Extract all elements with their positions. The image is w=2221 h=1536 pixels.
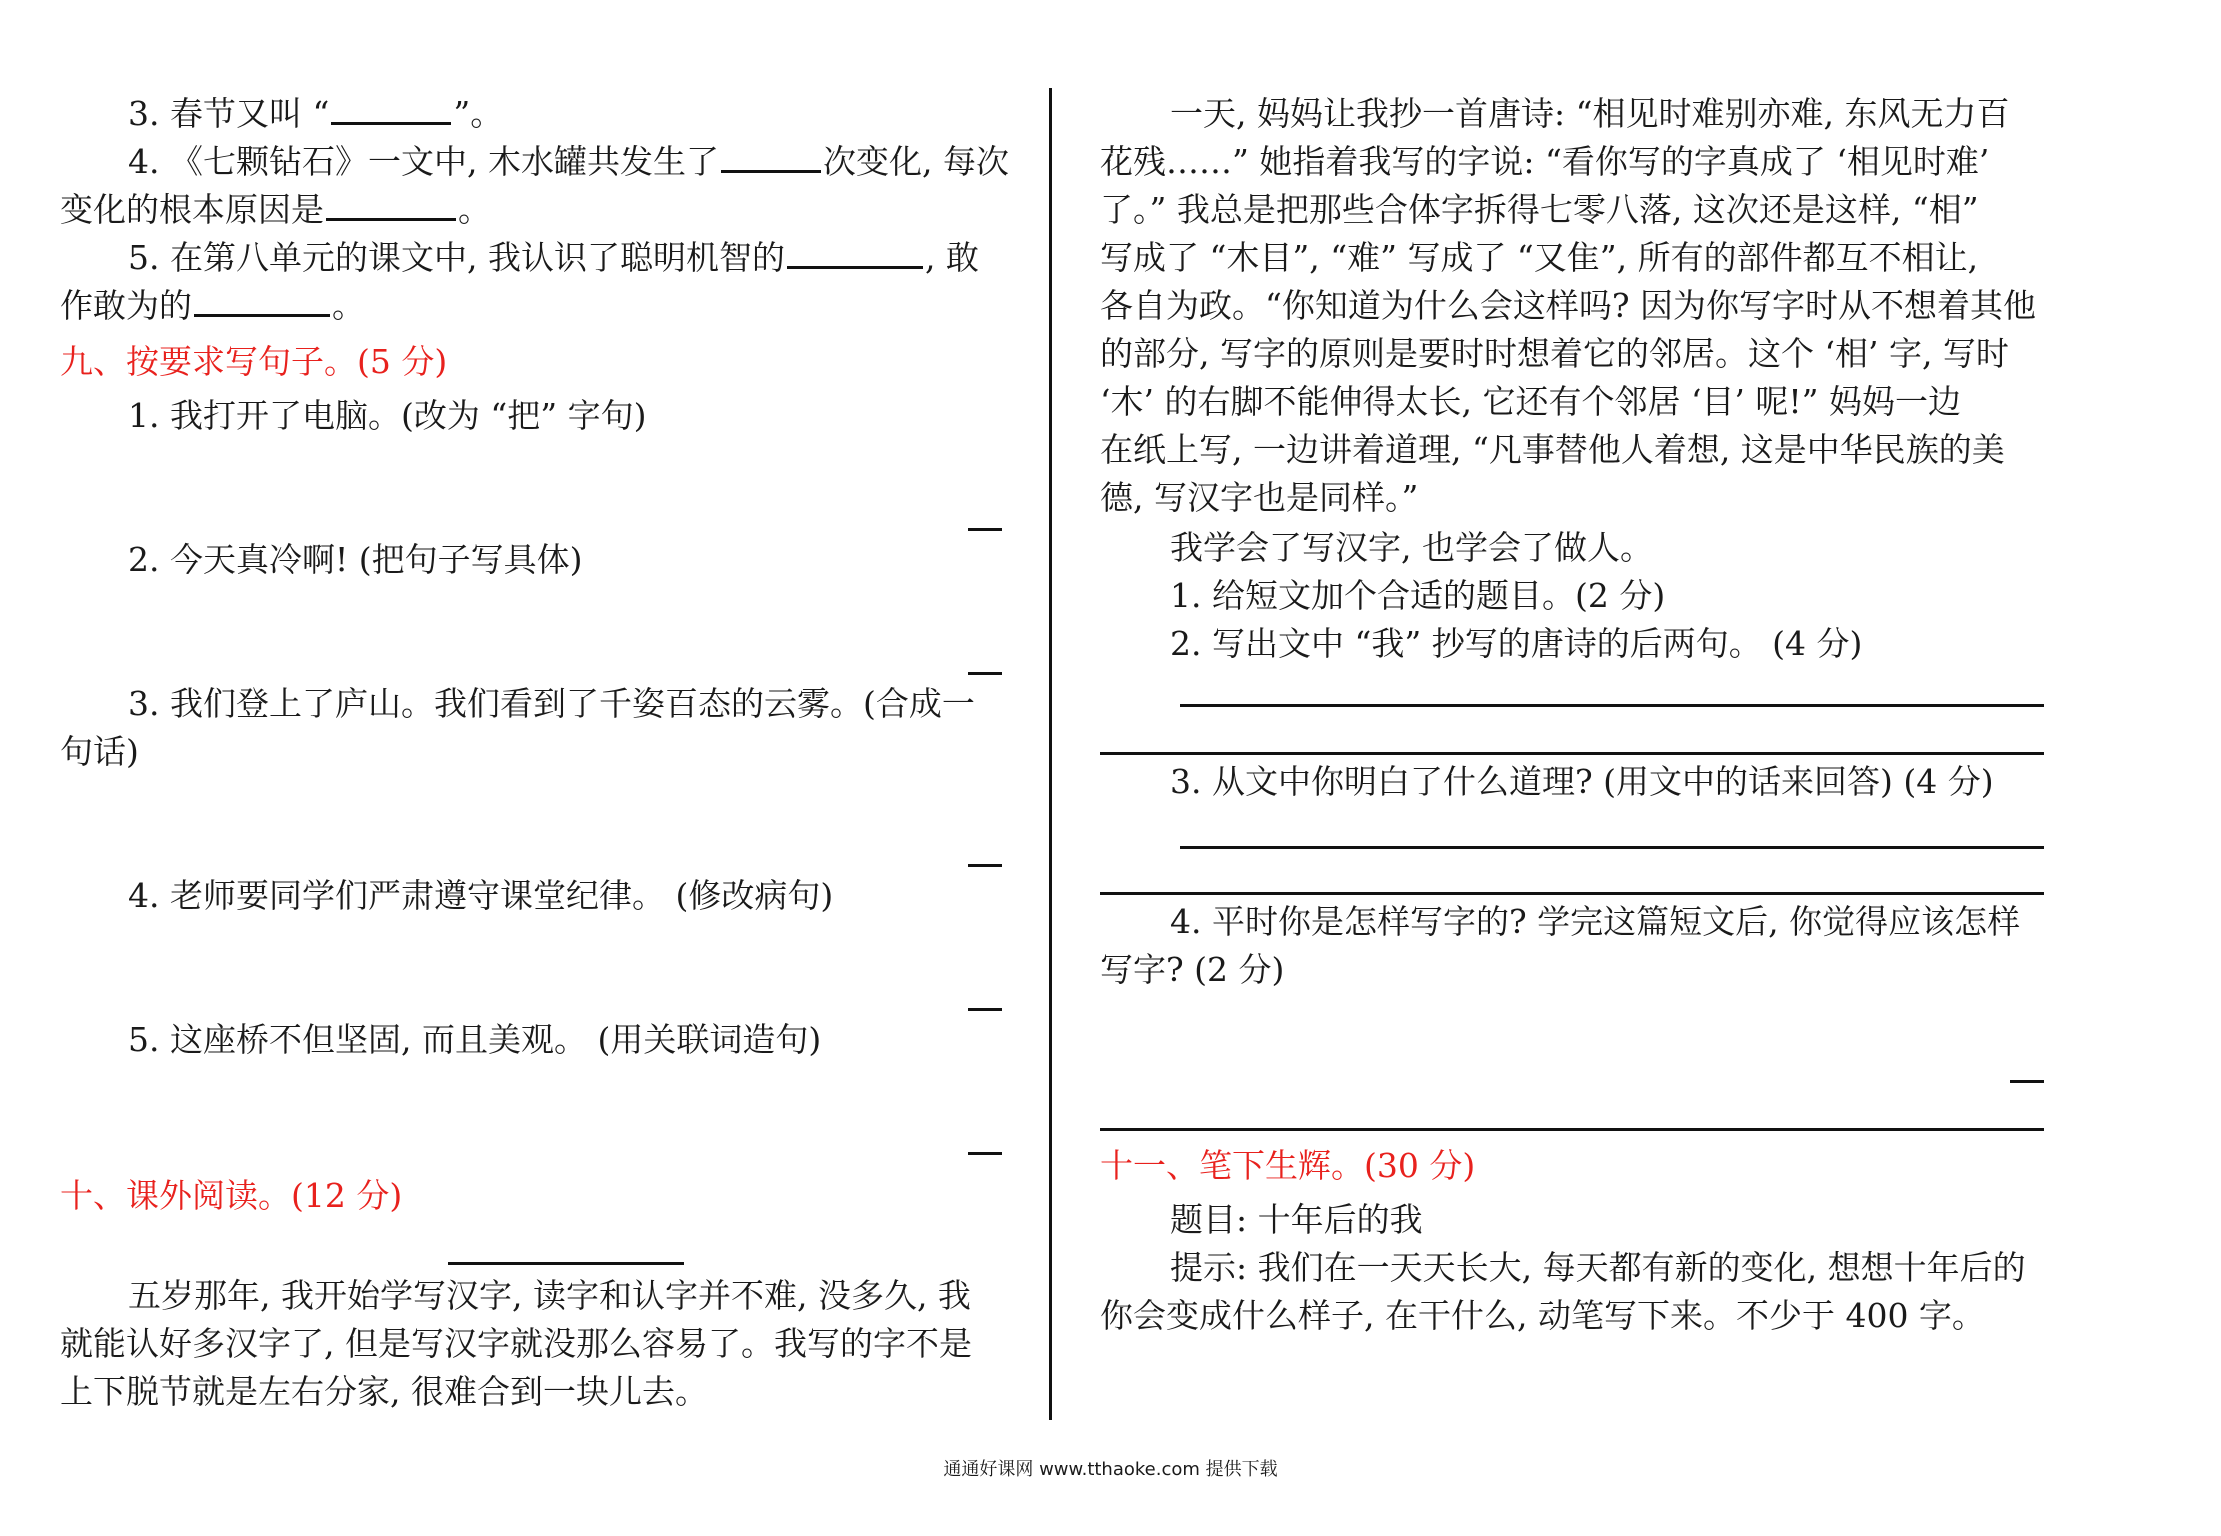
answer-line-mark bbox=[968, 864, 1002, 867]
passage-line-8: 在纸上写, 一边讲着道理, “凡事替他人着想, 这是中华民族的美 bbox=[1100, 430, 2005, 469]
answer-blank[interactable] bbox=[787, 236, 923, 269]
answer-blank[interactable] bbox=[331, 92, 451, 125]
reading-passage-line-2: 就能认好多汉字了, 但是写汉字就没那么容易了。我写的字不是 bbox=[60, 1324, 972, 1363]
section-9-heading: 九、按要求写句子。(5 分) bbox=[60, 342, 448, 381]
passage-line-2: 花残……” 她指着我写的字说: “看你写的字真成了 ‘相见时难’ bbox=[1100, 142, 1990, 181]
answer-line[interactable] bbox=[1100, 752, 2044, 755]
passage-line-5: 各自为政。“你知道为什么会这样吗? 因为你写字时从不想着其他 bbox=[1100, 286, 2037, 325]
composition-hint-line-1: 提示: 我们在一天天长大, 每天都有新的变化, 想想十年后的 bbox=[1170, 1248, 2026, 1287]
section-9-item-3-cont: 句话) bbox=[60, 732, 139, 771]
section-9-item-3: 3. 我们登上了庐山。我们看到了千姿百态的云雾。(合成一 bbox=[128, 684, 975, 723]
passage-line-6: 的部分, 写字的原则是要时时想着它的邻居。这个 ‘相’ 字, 写时 bbox=[1100, 334, 2009, 373]
reading-question-1: 1. 给短文加个合适的题目。(2 分) bbox=[1170, 576, 1666, 615]
reading-passage-line-3: 上下脱节就是左右分家, 很难合到一块儿去。 bbox=[60, 1372, 708, 1411]
section-11-heading: 十一、笔下生辉。(30 分) bbox=[1100, 1146, 1476, 1185]
question-4-line1: 4. 《七颗钻石》一文中, 木水罐共发生了 次变化, 每次 bbox=[128, 142, 1009, 181]
passage-line-3: 了。” 我总是把那些合体字拆得七零八落, 这次还是这样, “相” bbox=[1100, 190, 1979, 229]
answer-blank[interactable] bbox=[194, 284, 330, 317]
reading-question-3: 3. 从文中你明白了什么道理? (用文中的话来回答) (4 分) bbox=[1170, 762, 1994, 801]
answer-line-mark bbox=[968, 528, 1002, 531]
question-3: 3. 春节又叫 “ ”。 bbox=[128, 94, 504, 133]
section-9-item-2: 2. 今天真冷啊! (把句子写具体) bbox=[128, 540, 583, 579]
section-9-item-1: 1. 我打开了电脑。(改为 “把” 字句) bbox=[128, 396, 647, 435]
answer-line[interactable] bbox=[1180, 704, 2044, 707]
composition-title: 题目: 十年后的我 bbox=[1170, 1200, 1423, 1239]
passage-line-10: 我学会了写汉字, 也学会了做人。 bbox=[1170, 528, 1653, 567]
answer-line-mark bbox=[2010, 1080, 2044, 1083]
passage-line-1: 一天, 妈妈让我抄一首唐诗: “相见时难别亦难, 东风无力百 bbox=[1170, 94, 2010, 133]
passage-line-7: ‘木’ 的右脚不能伸得太长, 它还有个邻居 ‘目’ 呢!” 妈妈一边 bbox=[1100, 382, 1962, 421]
answer-blank[interactable] bbox=[326, 188, 456, 221]
answer-line[interactable] bbox=[1180, 846, 2044, 849]
reading-question-4: 4. 平时你是怎样写字的? 学完这篇短文后, 你觉得应该怎样 bbox=[1170, 902, 2021, 941]
reading-passage-line-1: 五岁那年, 我开始学写汉字, 读字和认字并不难, 没多久, 我 bbox=[128, 1276, 971, 1315]
footer-source: 通通好课网 www.tthaoke.com 提供下载 bbox=[943, 1459, 1278, 1480]
question-4-line2: 变化的根本原因是 。 bbox=[60, 190, 491, 229]
section-9-item-5: 5. 这座桥不但坚固, 而且美观。 (用关联词造句) bbox=[128, 1020, 822, 1059]
passage-line-9: 德, 写汉字也是同样。” bbox=[1100, 478, 1419, 517]
passage-line-4: 写成了 “木目”, “难” 写成了 “又隹”, 所有的部件都互不相让, bbox=[1100, 238, 1979, 277]
question-5-line1: 5. 在第八单元的课文中, 我认识了聪明机智的 , 敢 bbox=[128, 238, 979, 277]
section-10-heading: 十、课外阅读。(12 分) bbox=[60, 1176, 403, 1215]
column-divider bbox=[1049, 88, 1052, 1420]
composition-hint-line-2: 你会变成什么样子, 在干什么, 动笔写下来。不少于 400 字。 bbox=[1100, 1296, 1985, 1335]
answer-line[interactable] bbox=[1100, 1128, 2044, 1131]
title-answer-line[interactable] bbox=[448, 1262, 684, 1265]
section-9-item-4: 4. 老师要同学们严肃遵守课堂纪律。 (修改病句) bbox=[128, 876, 834, 915]
reading-question-2: 2. 写出文中 “我” 抄写的唐诗的后两句。 (4 分) bbox=[1170, 624, 1863, 663]
answer-line-mark bbox=[968, 1008, 1002, 1011]
reading-question-4-cont: 写字? (2 分) bbox=[1100, 950, 1285, 989]
answer-line[interactable] bbox=[1100, 892, 2044, 895]
answer-blank[interactable] bbox=[721, 140, 821, 173]
answer-line-mark bbox=[968, 672, 1002, 675]
answer-line-mark bbox=[968, 1152, 1002, 1155]
question-5-line2: 作敢为的 。 bbox=[60, 286, 365, 325]
